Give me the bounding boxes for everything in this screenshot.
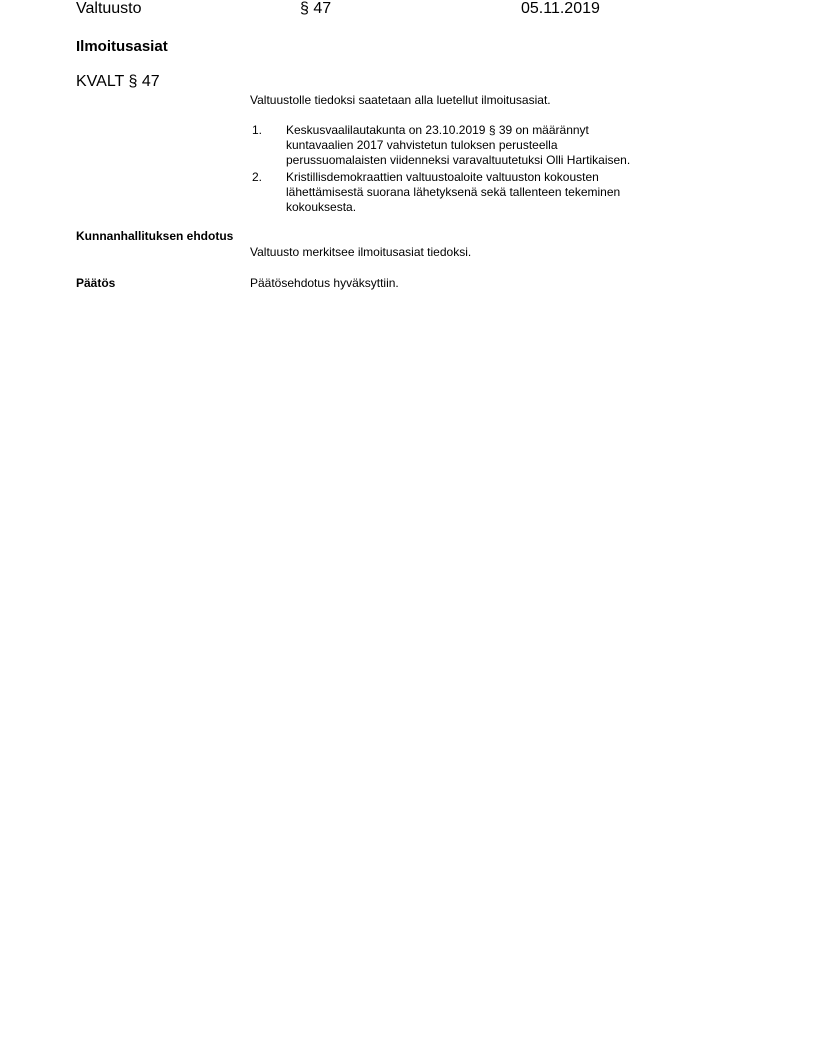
proposal-label: Kunnanhallituksen ehdotus (76, 229, 234, 243)
decision-text: Päätösehdotus hyväksyttiin. (250, 276, 399, 290)
list-item-text (286, 170, 686, 215)
header-section-number: § 47 (300, 0, 332, 17)
intro-text: Valtuustolle tiedoksi saatetaan alla luetellut ilmoitusasiat. (250, 93, 551, 107)
notice-list (250, 123, 690, 217)
list-item-line: lähettämisestä suorana lähetyksenä sekä tallenteen tekeminen (286, 185, 621, 199)
list-item-line: Keskusvaalilautakunta on 23.10.2019 § 39 on määrännyt (286, 123, 589, 137)
proposal-text: Valtuusto merkitsee ilmoitusasiat tiedoksi. (250, 245, 472, 259)
decision-label: Päätös (76, 276, 116, 290)
list-item-text (286, 123, 686, 168)
list-item-line: kokouksesta. (286, 200, 357, 214)
header-body-name: Valtuusto (76, 0, 142, 17)
list-item (250, 123, 690, 168)
list-item-line: perussuomalaisten viidenneksi varavaltuutetuksi Olli Hartikaisen. (286, 153, 631, 167)
list-item-line: Kristillisdemokraattien valtuustoaloite valtuuston kokousten (286, 170, 599, 184)
list-item (250, 170, 690, 215)
list-item-line: kuntavaalien 2017 vahvistetun tuloksen perusteella (286, 138, 558, 152)
list-item-number: 1. (252, 123, 263, 137)
document-title: Ilmoitusasiat (76, 38, 168, 55)
header-date: 05.11.2019 (521, 0, 600, 17)
section-reference: KVALT § 47 (76, 73, 160, 90)
list-item-number: 2. (252, 170, 263, 184)
